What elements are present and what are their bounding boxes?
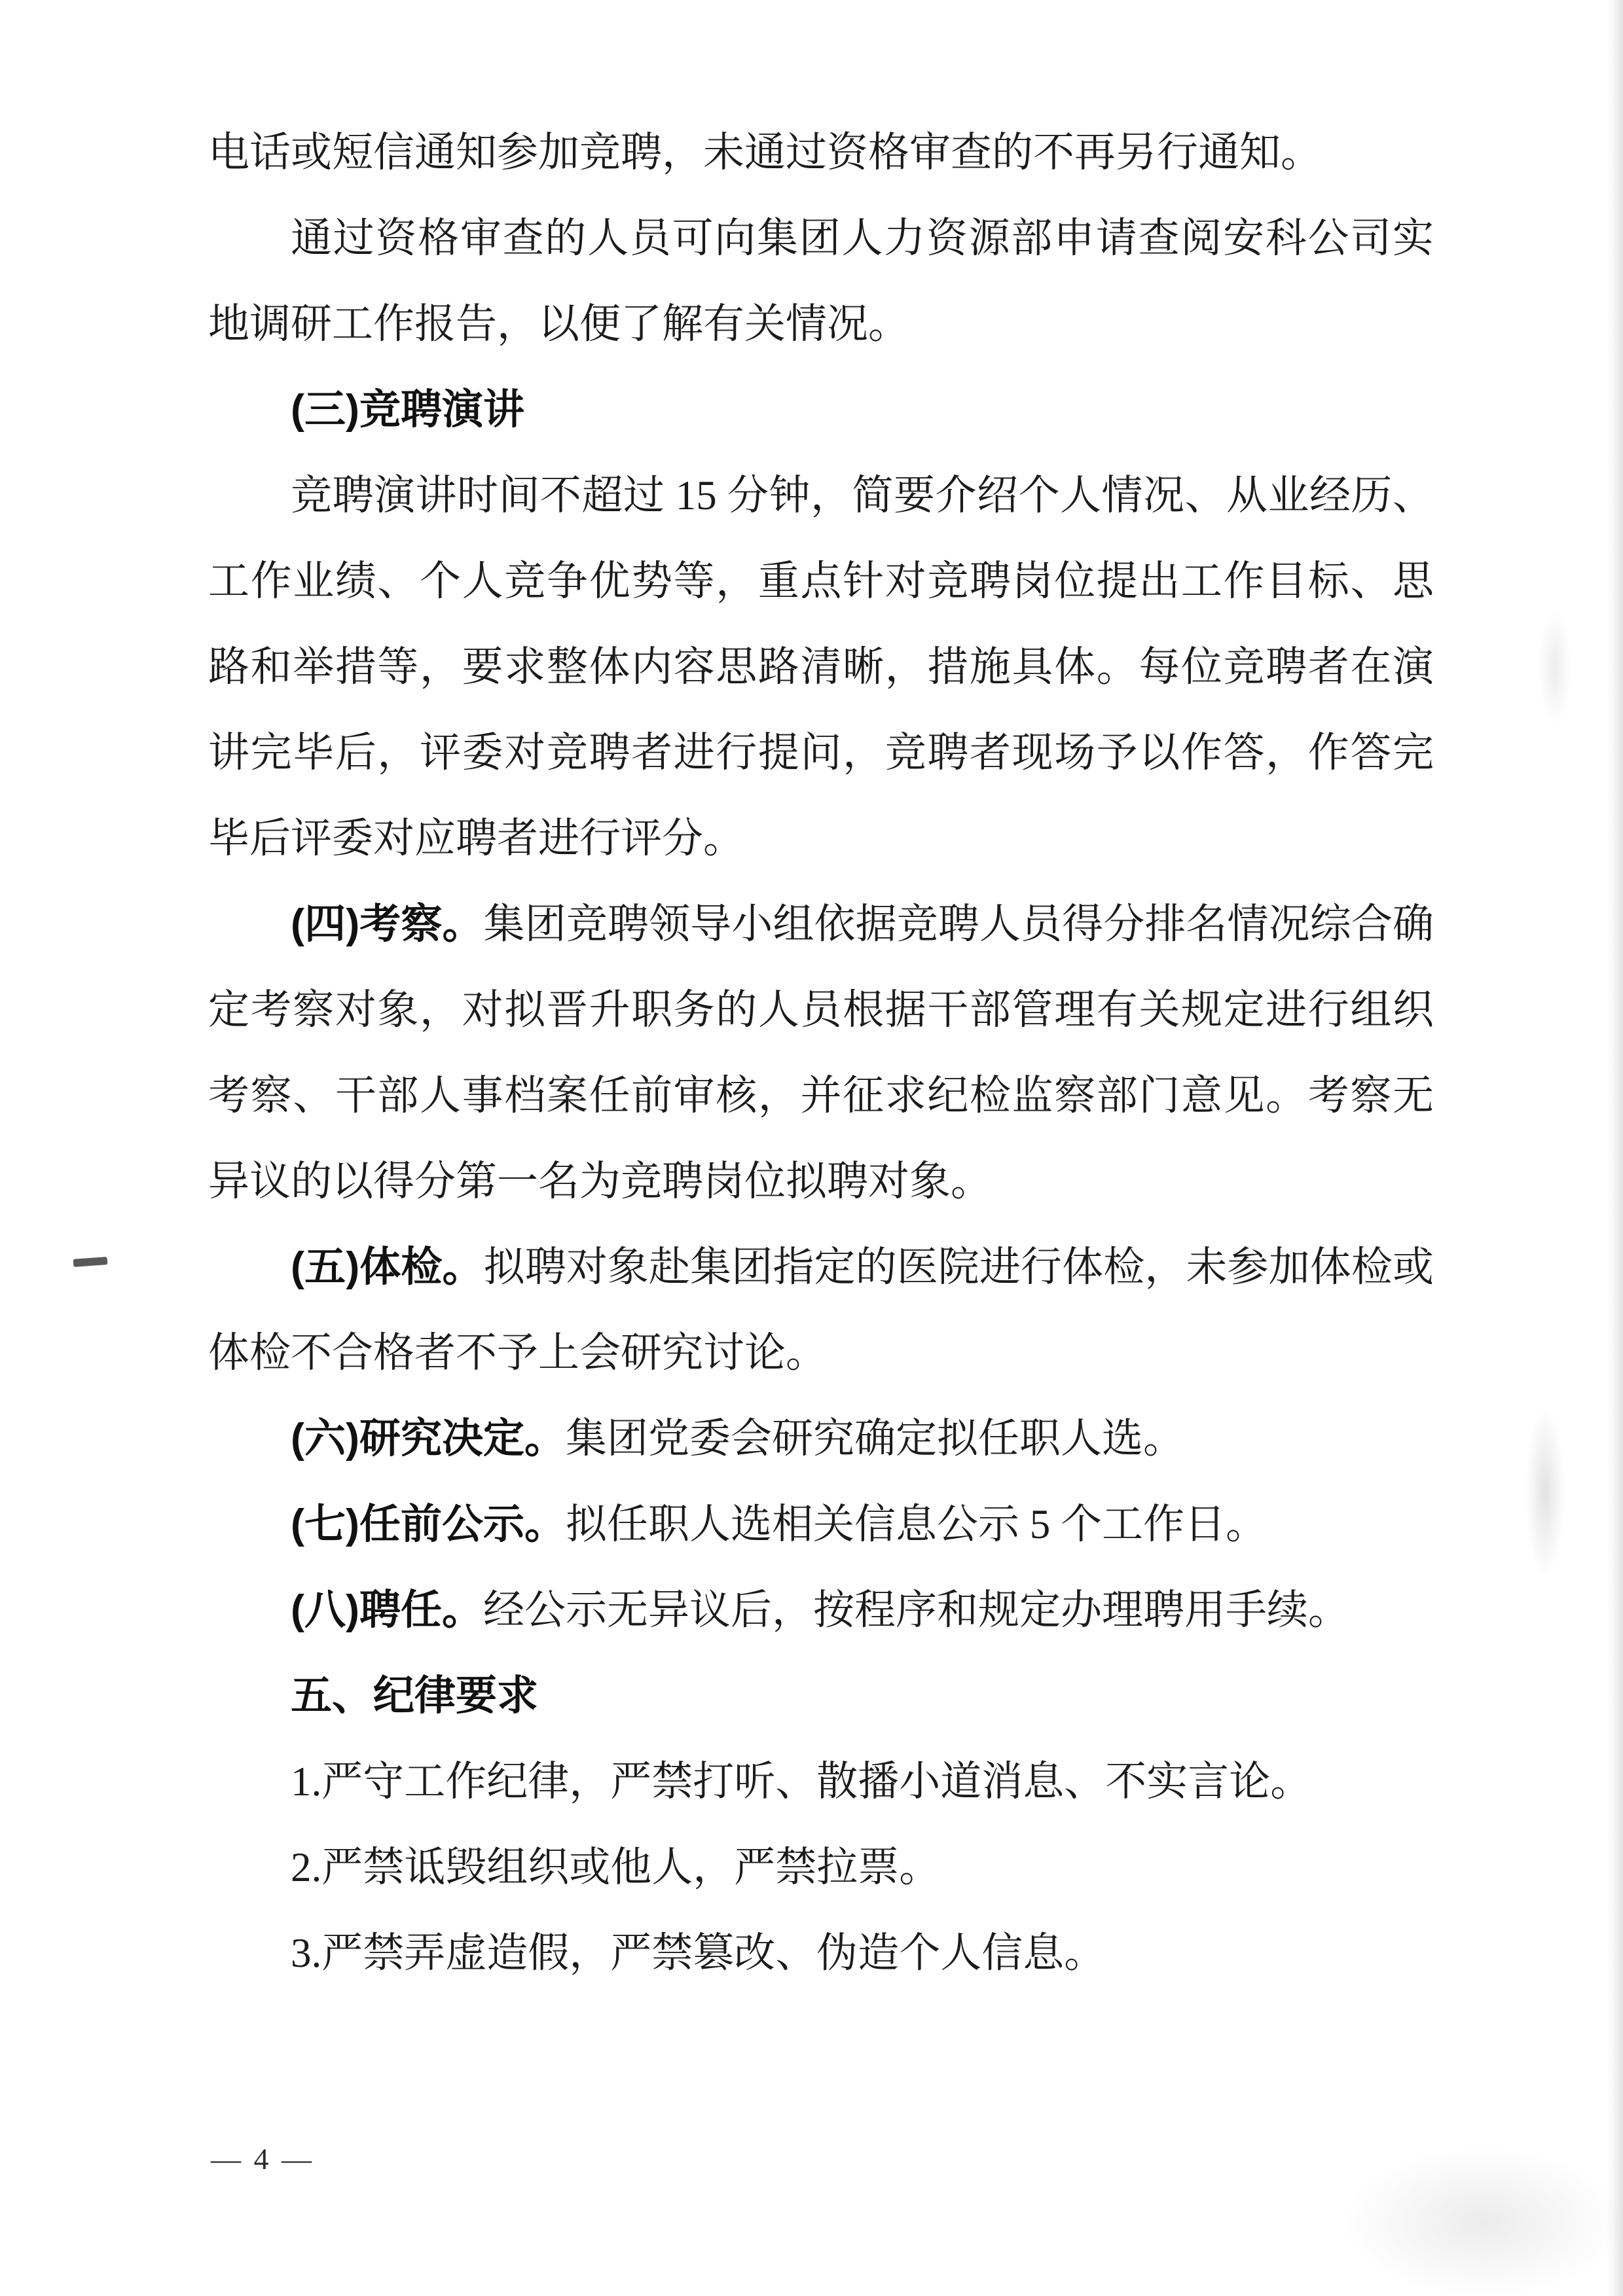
list-item-text: 1.严守工作纪律，严禁打听、散播小道消息、不实言论。 [291, 1759, 1312, 1804]
paragraph-lead: (六)研究决定。 [291, 1416, 566, 1462]
page-number: — 4 — [211, 2142, 314, 2176]
list-item [208, 1910, 1434, 1996]
paragraph-lead: (四)考察。 [291, 901, 484, 947]
paragraph [208, 882, 1434, 1225]
list-item-text: 2.严禁诋毁组织或他人，严禁拉票。 [291, 1844, 941, 1890]
paragraph-text: 竞聘演讲时间不超过 15 分钟，简要介绍个人情况、从业经历、工作业绩、个人竞争优势等，重点针对竞聘岗位提出工作目标、思路和举措等，要求整体内容思路清晰，措施具体。每位竞聘者在演讲完毕后，评委对竞聘者进行提问，竞聘者现场予以作答，作答完毕后评委对应聘者进行评分。 [208, 473, 1434, 861]
scan-smudge-artifact [1342, 2147, 1623, 2296]
paragraph-lead: (八)聘任。 [291, 1587, 483, 1633]
paragraph-text: 集团党委会研究确定拟任职人选。 [565, 1416, 1184, 1462]
paragraph [208, 1568, 1434, 1653]
scan-smudge-artifact [1539, 609, 1571, 726]
list-item [208, 1825, 1434, 1910]
list-item [208, 1739, 1434, 1825]
scan-smudge-artifact [1525, 1407, 1565, 1577]
paragraph [208, 196, 1434, 367]
paragraph-lead: (七)任前公示。 [291, 1501, 566, 1547]
paragraph [208, 1482, 1434, 1568]
paragraph-text: 拟聘对象赴集团指定的医院进行体检，未参加体检或体检不合格者不予上会研究讨论。 [208, 1244, 1434, 1376]
paragraph-lead: (五)体检。 [291, 1244, 484, 1290]
paragraph-text: 通过资格审查的人员可向集团人力资源部申请查阅安科公司实地调研工作报告，以便了解有关情况。 [208, 215, 1434, 347]
paragraph-text: 集团竞聘领导小组依据竞聘人员得分排名情况综合确定考察对象，对拟晋升职务的人员根据干部管理有关规定进行组织考察、干部人事档案任前审核，并征求纪检监察部门意见。考察无异议的以得分第一名为竞聘岗位拟聘对象。 [208, 901, 1434, 1204]
scan-speck-artifact [73, 1257, 108, 1267]
paragraph-text: 经公示无异议后，按程序和规定办理聘用手续。 [483, 1587, 1349, 1633]
paragraph [208, 1396, 1434, 1482]
list-item-text: 3.严禁弄虚造假，严禁篡改、伪造个人信息。 [291, 1930, 1106, 1976]
section-heading: (三)竞聘演讲 [291, 387, 524, 433]
document-body [208, 110, 1434, 1996]
scan-edge-artifact [1606, 0, 1623, 2296]
paragraph [208, 453, 1434, 882]
paragraph-text: 电话或短信通知参加竞聘，未通过资格审查的不再另行通知。 [208, 130, 1322, 175]
section-heading: 五、纪律要求 [291, 1673, 538, 1719]
paragraph [208, 1225, 1434, 1396]
paragraph [208, 110, 1434, 196]
paragraph-text: 拟任职人选相关信息公示 5 个工作日。 [565, 1501, 1267, 1547]
